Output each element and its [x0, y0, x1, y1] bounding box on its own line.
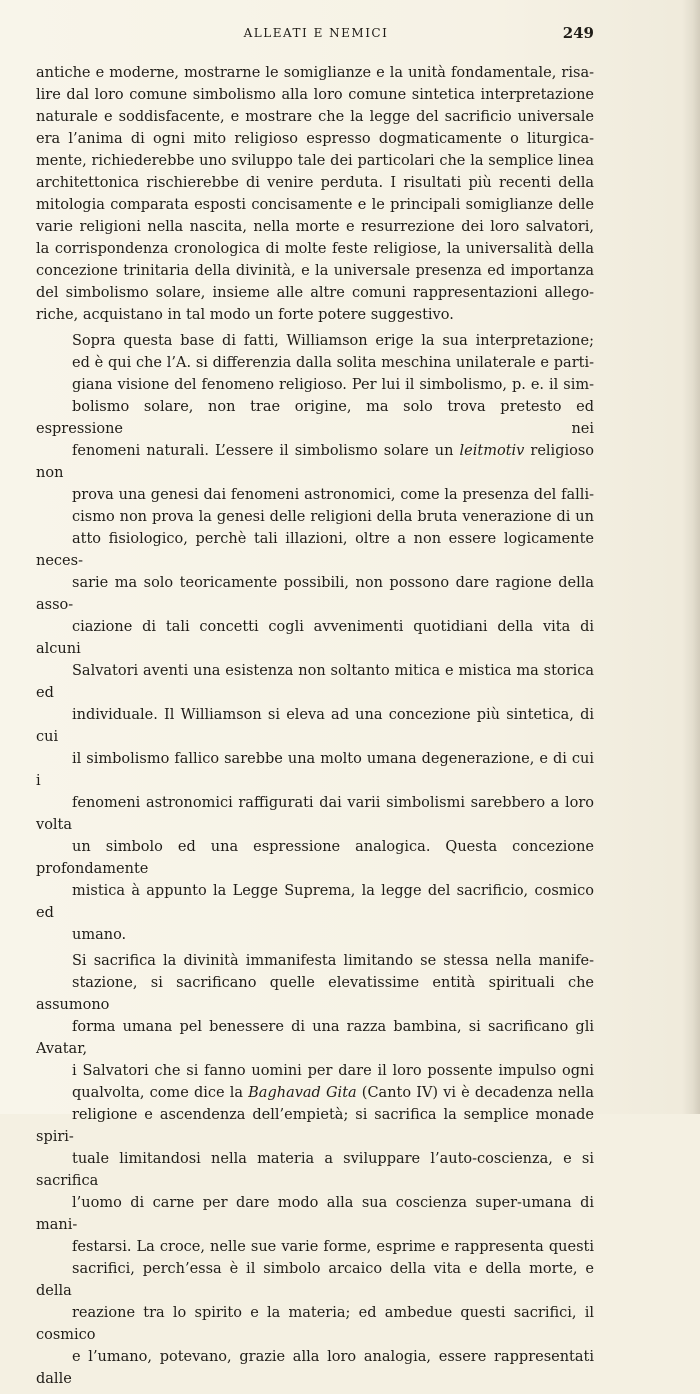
text-line: festarsi. La croce, nelle sue varie forme, esprime e rappresenta questi	[72, 1239, 594, 1255]
text-line: ciazione di tali concetti cogli avvenimenti quotidiani della vita di alcuni	[36, 619, 594, 657]
text-line: concezione trinitaria della divinità, e la universale presenza ed importanza	[36, 263, 594, 279]
text-line: Salvatori aventi una esistenza non soltanto mitica e mistica ma storica ed	[36, 663, 594, 701]
paragraph	[36, 62, 594, 326]
text-line: la corrispondenza cronologica di molte feste religiose, la universalità della	[36, 241, 594, 257]
text-line: il simbolismo fallico sarebbe una molto umana degenerazione, e di cui i	[36, 751, 594, 789]
text-line: Si sacrifica la divinità immanifesta limitando se stessa nella manife-	[72, 953, 594, 969]
text-line: e l’umano, potevano, grazie alla loro analogia, essere rappresentati dalle	[36, 1349, 594, 1387]
paragraph	[36, 330, 594, 946]
text-line: cismo non prova la genesi delle religioni della bruta venerazione di un	[72, 509, 594, 525]
text-line: mistica à appunto la Legge Suprema, la legge del sacrificio, cosmico ed	[36, 883, 594, 921]
text-line: stazione, si sacrificano quelle elevatissime entità spirituali che assumono	[36, 975, 594, 1013]
text-line: Sopra questa base di fatti, Williamson erige la sua interpretazione;	[72, 333, 594, 349]
text-line: fenomeni astronomici raffigurati dai varii simbolismi sarebbero a loro volta	[36, 795, 594, 833]
text-line: atto fisiologico, perchè tali illazioni, oltre a non essere logicamente neces-	[36, 531, 594, 569]
text-line: bolismo solare, non trae origine, ma solo trova pretesto ed espressione nei	[36, 399, 594, 437]
running-head	[36, 24, 596, 44]
text-line: l’uomo di carne per dare modo alla sua coscienza super-umana di mani-	[36, 1195, 594, 1233]
text-line: lire dal loro comune simbolismo alla loro comune sintetica interpretazione	[36, 87, 594, 103]
text-line: mente, richiederebbe uno sviluppo tale dei particolari che la semplice linea	[36, 153, 594, 169]
text-line: era l’anima di ogni mito religioso espresso dogmaticamente o liturgica-	[36, 131, 594, 147]
page-number: 249	[562, 24, 594, 42]
text-line: giana visione del fenomeno religioso. Per lui il simbolismo, p. e. il sim-	[72, 377, 594, 393]
text-line: qualvolta, come dice la Baghavad Gita (Canto IV) vi è decadenza nella	[72, 1085, 594, 1101]
body-text	[36, 62, 594, 1394]
text-line: i Salvatori che si fanno uomini per dare il loro possente impulso ogni	[72, 1063, 594, 1079]
text-line: del simbolismo solare, insieme alle altre comuni rappresentazioni allego-	[36, 285, 594, 301]
text-line: sarie ma solo teoricamente possibili, non possono dare ragione della asso-	[36, 575, 594, 613]
text-line: reazione tra lo spirito e la materia; ed ambedue questi sacrifici, il cosmico	[36, 1305, 594, 1343]
text-line: fenomeni naturali. L’essere il simbolismo solare un leitmotiv religioso non	[36, 443, 595, 481]
text-line: ed è qui che l’A. si differenzia dalla solita meschina unilaterale e parti-	[72, 355, 594, 371]
text-line: umano.	[72, 927, 127, 943]
page-edge-shadow	[682, 0, 700, 1114]
italic-term: leitmotiv	[459, 443, 525, 459]
text-line: tuale limitandosi nella materia a sviluppare l’auto-coscienza, e si sacrifica	[36, 1151, 594, 1189]
text-line: naturale e soddisfacente, e mostrare che la legge del sacrificio universale	[36, 109, 594, 125]
text-line: sacrifici, perch’essa è il simbolo arcaico della vita e della morte, e della	[36, 1261, 594, 1299]
text-line: varie religioni nella nascita, nella morte e resurrezione dei loro salvatori,	[36, 219, 594, 235]
text-line: un simbolo ed una espressione analogica. Questa concezione profondamente	[36, 839, 594, 877]
paragraph	[36, 950, 594, 1390]
text-line: architettonica rischierebbe di venire perduta. I risultati più recenti della	[36, 175, 594, 191]
text-line: religione e ascendenza dell’empietà; si sacrifica la semplice monade spiri-	[36, 1107, 594, 1145]
text-line: individuale. Il Williamson si eleva ad una concezione più sintetica, di cui	[36, 707, 594, 745]
text-line: riche, acquistano in tal modo un forte potere suggestivo.	[36, 307, 454, 323]
running-title: ALLEATI E NEMICI	[243, 26, 389, 40]
text-line: prova una genesi dai fenomeni astronomici, come la presenza del falli-	[72, 487, 594, 503]
italic-term: Baghavad Gita	[248, 1085, 357, 1101]
text-line: forma umana pel benessere di una razza bambina, si sacrificano gli Avatar,	[36, 1019, 594, 1057]
text-line: mitologia comparata esposti concisamente e le principali somiglianze delle	[36, 197, 594, 213]
text-line: antiche e moderne, mostrarne le somiglianze e la unità fondamentale, risa-	[36, 65, 594, 81]
